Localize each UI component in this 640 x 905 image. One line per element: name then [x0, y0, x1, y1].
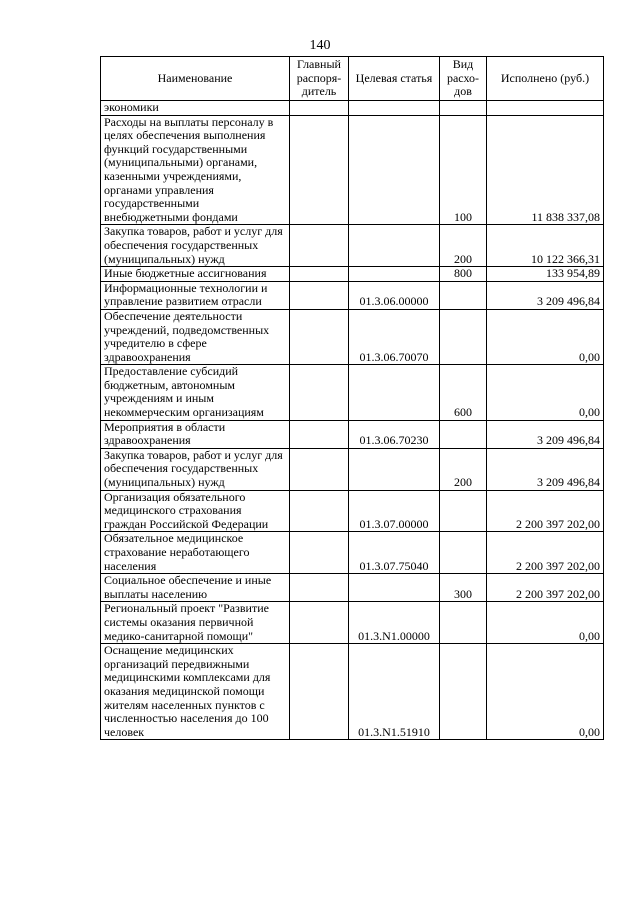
cell-amount: 0,00 [487, 365, 604, 420]
cell-amount: 133 954,89 [487, 267, 604, 282]
cell-type [440, 490, 487, 532]
cell-name: Обязательное медицинское страхование неработающего населения [101, 532, 290, 574]
table-row [101, 644, 604, 740]
table-row [101, 420, 604, 448]
cell-target: 01.3.N1.00000 [349, 602, 440, 644]
cell-name: Закупка товаров, работ и услуг для обеспечения государственных (муниципальных) нужд [101, 448, 290, 490]
expenditure-table [100, 56, 604, 740]
cell-name: Оснащение медицинских организаций передвижными медицинскими комплексами для оказания медицинской помощи жителям населенных пунктов с численностью населения до 100 человек [101, 644, 290, 740]
cell-admin [290, 267, 349, 282]
cell-admin [290, 602, 349, 644]
cell-type: 600 [440, 365, 487, 420]
cell-amount: 0,00 [487, 602, 604, 644]
cell-admin [290, 490, 349, 532]
cell-name: Предоставление субсидий бюджетным, автономным учреждениям и иным некоммерческим организациям [101, 365, 290, 420]
table-row [101, 101, 604, 116]
cell-target: 01.3.06.70230 [349, 420, 440, 448]
cell-admin [290, 225, 349, 267]
cell-type [440, 644, 487, 740]
table-row [101, 365, 604, 420]
cell-type: 200 [440, 448, 487, 490]
cell-amount: 10 122 366,31 [487, 225, 604, 267]
table-body [101, 101, 604, 740]
cell-name: Расходы на выплаты персоналу в целях обеспечения выполнения функций государственными (муниципальными) органами, казенными учреждениями, органами управления государственными внебюджетными фондами [101, 115, 290, 225]
header-target: Целевая статья [349, 57, 440, 101]
cell-name: Обеспечение деятельности учреждений, подведомственных учредителю в сфере здравоохранения [101, 309, 290, 364]
cell-type [440, 602, 487, 644]
cell-name: экономики [101, 101, 290, 116]
cell-name: Иные бюджетные ассигнования [101, 267, 290, 282]
cell-admin [290, 644, 349, 740]
cell-amount: 0,00 [487, 309, 604, 364]
cell-name: Закупка товаров, работ и услуг для обеспечения государственных (муниципальных) нужд [101, 225, 290, 267]
cell-name: Информационные технологии и управление развитием отрасли [101, 281, 290, 309]
cell-amount: 0,00 [487, 644, 604, 740]
cell-type [440, 101, 487, 116]
table-row [101, 490, 604, 532]
cell-target: 01.3.07.75040 [349, 532, 440, 574]
cell-amount [487, 101, 604, 116]
cell-amount: 2 200 397 202,00 [487, 532, 604, 574]
cell-amount: 2 200 397 202,00 [487, 490, 604, 532]
table-row [101, 602, 604, 644]
cell-type: 200 [440, 225, 487, 267]
cell-admin [290, 532, 349, 574]
cell-target: 01.3.06.00000 [349, 281, 440, 309]
cell-type [440, 281, 487, 309]
header-admin: Главный распоря-дитель [290, 57, 349, 101]
cell-type [440, 420, 487, 448]
header-name: Наименование [101, 57, 290, 101]
cell-target [349, 448, 440, 490]
table-row [101, 574, 604, 602]
table-row [101, 115, 604, 225]
cell-amount: 3 209 496,84 [487, 281, 604, 309]
cell-target [349, 101, 440, 116]
cell-type [440, 309, 487, 364]
cell-target [349, 115, 440, 225]
table-row [101, 267, 604, 282]
header-type: Вид расхо-дов [440, 57, 487, 101]
cell-admin [290, 365, 349, 420]
cell-name: Региональный проект "Развитие системы оказания первичной медико-санитарной помощи" [101, 602, 290, 644]
page-number: 140 [309, 38, 331, 53]
cell-admin [290, 101, 349, 116]
cell-admin [290, 420, 349, 448]
cell-name: Мероприятия в области здравоохранения [101, 420, 290, 448]
cell-name: Социальное обеспечение и иные выплаты населению [101, 574, 290, 602]
table-row [101, 225, 604, 267]
cell-name: Организация обязательного медицинского страхования граждан Российской Федерации [101, 490, 290, 532]
cell-type [440, 532, 487, 574]
table-header-row [101, 57, 604, 101]
cell-target: 01.3.07.00000 [349, 490, 440, 532]
cell-target: 01.3.06.70070 [349, 309, 440, 364]
cell-type: 300 [440, 574, 487, 602]
header-amount: Исполнено (руб.) [487, 57, 604, 101]
cell-admin [290, 281, 349, 309]
cell-amount: 2 200 397 202,00 [487, 574, 604, 602]
cell-type: 800 [440, 267, 487, 282]
cell-target: 01.3.N1.51910 [349, 644, 440, 740]
cell-target [349, 365, 440, 420]
cell-amount: 3 209 496,84 [487, 420, 604, 448]
cell-admin [290, 574, 349, 602]
cell-admin [290, 448, 349, 490]
cell-admin [290, 309, 349, 364]
table-row [101, 309, 604, 364]
cell-admin [290, 115, 349, 225]
table-row [101, 281, 604, 309]
cell-target [349, 574, 440, 602]
table-row [101, 448, 604, 490]
cell-target [349, 267, 440, 282]
table-row [101, 532, 604, 574]
cell-target [349, 225, 440, 267]
cell-amount: 11 838 337,08 [487, 115, 604, 225]
cell-amount: 3 209 496,84 [487, 448, 604, 490]
cell-type: 100 [440, 115, 487, 225]
